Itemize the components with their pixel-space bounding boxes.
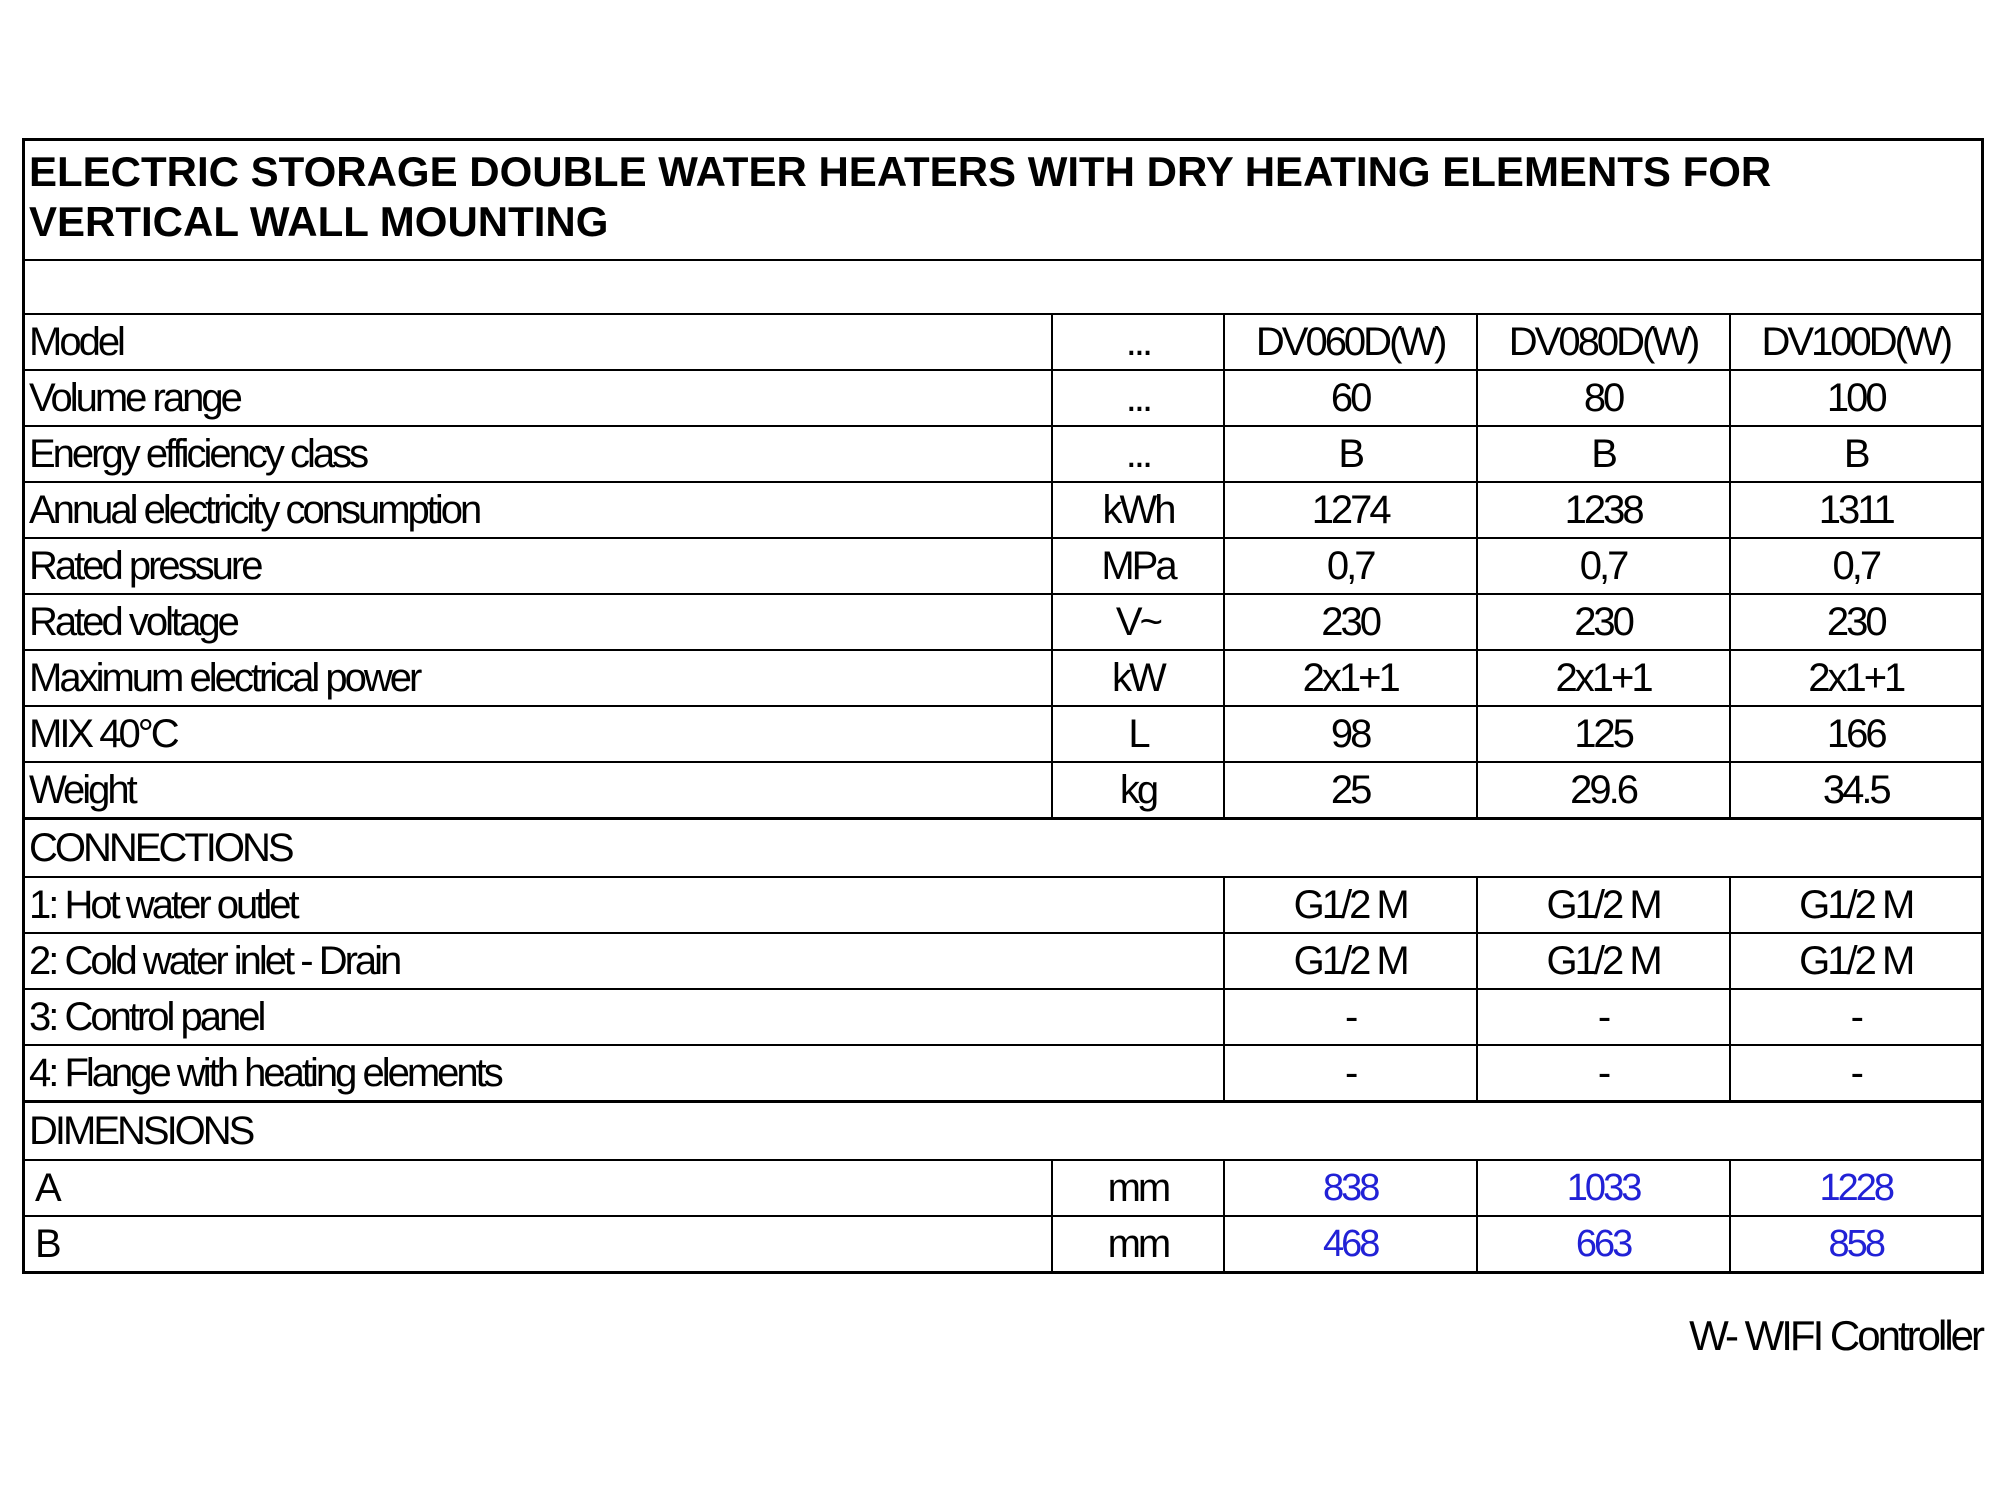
spec-row-annual-consumption — [24, 482, 1983, 538]
spec-value: 25 — [1224, 762, 1477, 819]
spec-value: B — [1477, 426, 1730, 482]
dimension-value: 1228 — [1730, 1160, 1983, 1216]
spec-value: 230 — [1477, 594, 1730, 650]
dimension-row-a — [24, 1160, 1983, 1216]
spec-unit: MPa — [1052, 538, 1224, 594]
spec-label: Weight — [24, 762, 1053, 819]
dimension-label: A — [24, 1160, 1053, 1216]
spec-value: 125 — [1477, 706, 1730, 762]
spec-unit: ... — [1052, 370, 1224, 426]
spec-value: 60 — [1224, 370, 1477, 426]
dimensions-heading: DIMENSIONS — [24, 1102, 1983, 1161]
spec-value: 34.5 — [1730, 762, 1983, 819]
footnote: W- WIFI Controller — [1689, 1312, 1982, 1359]
connection-label: 2: Cold water inlet - Drain — [24, 933, 1224, 989]
spec-unit: ... — [1052, 314, 1224, 370]
spec-label: Annual electricity consumption — [24, 482, 1053, 538]
spec-row-rated-voltage — [24, 594, 1983, 650]
dimension-value: 858 — [1730, 1216, 1983, 1273]
connection-row — [24, 1045, 1983, 1102]
spec-label: MIX 40°C — [24, 706, 1053, 762]
connection-value: G1/2 M — [1477, 877, 1730, 933]
spec-unit: kW — [1052, 650, 1224, 706]
blank-row — [24, 260, 1983, 314]
dimension-row-b — [24, 1216, 1983, 1273]
dimension-value: 838 — [1224, 1160, 1477, 1216]
spec-label: Model — [24, 314, 1053, 370]
connections-heading-row — [24, 819, 1983, 878]
spec-value: 1274 — [1224, 482, 1477, 538]
spec-value: B — [1730, 426, 1983, 482]
dimension-unit: mm — [1052, 1160, 1224, 1216]
spec-unit: ... — [1052, 426, 1224, 482]
connection-value: - — [1477, 989, 1730, 1045]
spec-value: 80 — [1477, 370, 1730, 426]
spec-value: 98 — [1224, 706, 1477, 762]
blank-cell — [24, 260, 1983, 314]
dimension-value: 1033 — [1477, 1160, 1730, 1216]
spec-row-energy-class — [24, 426, 1983, 482]
spec-row-max-power — [24, 650, 1983, 706]
spec-row-weight — [24, 762, 1983, 819]
spec-label: Volume range — [24, 370, 1053, 426]
spec-unit: kg — [1052, 762, 1224, 819]
dimension-label: B — [24, 1216, 1053, 1273]
spec-value: 0,7 — [1224, 538, 1477, 594]
connection-value: - — [1730, 1045, 1983, 1102]
spec-value: 166 — [1730, 706, 1983, 762]
dimension-value: 663 — [1477, 1216, 1730, 1273]
connection-value: G1/2 M — [1224, 877, 1477, 933]
spec-value: 1311 — [1730, 482, 1983, 538]
spec-value: 29.6 — [1477, 762, 1730, 819]
spec-row-rated-pressure — [24, 538, 1983, 594]
spec-value: 2x1+1 — [1477, 650, 1730, 706]
connection-label: 4: Flange with heating elements — [24, 1045, 1224, 1102]
connection-value: - — [1224, 989, 1477, 1045]
connection-value: - — [1477, 1045, 1730, 1102]
spec-unit: L — [1052, 706, 1224, 762]
spec-value: 0,7 — [1477, 538, 1730, 594]
connection-value: - — [1224, 1045, 1477, 1102]
connection-value: G1/2 M — [1730, 933, 1983, 989]
connection-row — [24, 989, 1983, 1045]
connection-row — [24, 933, 1983, 989]
spec-label: Rated voltage — [24, 594, 1053, 650]
spec-value: DV100D(W) — [1730, 314, 1983, 370]
spec-value: 1238 — [1477, 482, 1730, 538]
spec-row-volume — [24, 370, 1983, 426]
connections-heading: CONNECTIONS — [24, 819, 1983, 878]
spec-unit: kWh — [1052, 482, 1224, 538]
connection-value: G1/2 M — [1730, 877, 1983, 933]
spec-value: B — [1224, 426, 1477, 482]
spec-label: Energy efficiency class — [24, 426, 1053, 482]
connection-label: 1: Hot water outlet — [24, 877, 1224, 933]
spec-row-model — [24, 314, 1983, 370]
spec-label: Maximum electrical power — [24, 650, 1053, 706]
spec-value: 2x1+1 — [1730, 650, 1983, 706]
spec-row-mix — [24, 706, 1983, 762]
spec-unit: V~ — [1052, 594, 1224, 650]
dimension-unit: mm — [1052, 1216, 1224, 1273]
spec-value: 0,7 — [1730, 538, 1983, 594]
spec-table — [22, 138, 1984, 1274]
spec-value: 230 — [1730, 594, 1983, 650]
connection-value: G1/2 M — [1477, 933, 1730, 989]
connection-row — [24, 877, 1983, 933]
dimensions-heading-row — [24, 1102, 1983, 1161]
spec-value: 230 — [1224, 594, 1477, 650]
connection-value: G1/2 M — [1224, 933, 1477, 989]
spec-value: 2x1+1 — [1224, 650, 1477, 706]
dimension-value: 468 — [1224, 1216, 1477, 1273]
spec-value: DV060D(W) — [1224, 314, 1477, 370]
table-title: ELECTRIC STORAGE DOUBLE WATER HEATERS WITH DRY HEATING ELEMENTS FOR VERTICAL WALL MOUNTING — [24, 140, 1983, 261]
connection-value: - — [1730, 989, 1983, 1045]
spec-value: 100 — [1730, 370, 1983, 426]
connection-label: 3: Control panel — [24, 989, 1224, 1045]
spec-label: Rated pressure — [24, 538, 1053, 594]
title-row — [24, 140, 1983, 261]
spec-value: DV080D(W) — [1477, 314, 1730, 370]
